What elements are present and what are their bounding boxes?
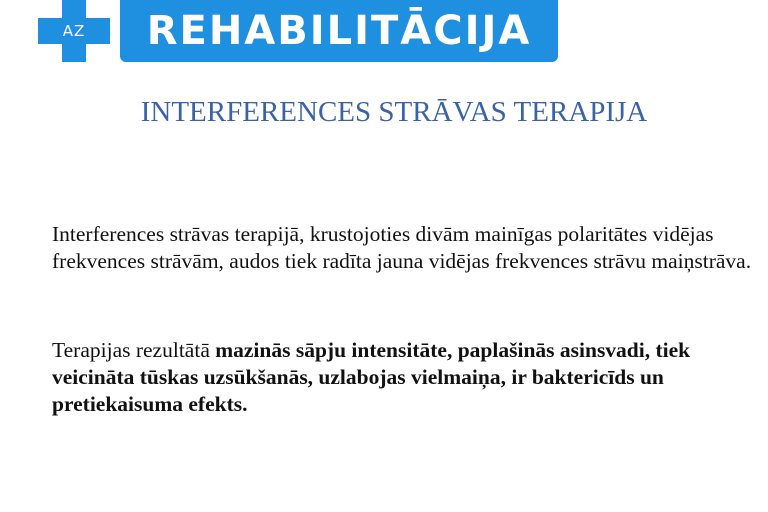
logo-banner — [120, 0, 558, 62]
logo-badge-text: AZ — [62, 22, 86, 40]
paragraph-results-prefix: Terapijas rezultātā — [52, 338, 216, 362]
brand-logo — [38, 0, 558, 64]
paragraph-results — [52, 337, 752, 418]
document-title: INTERFERENCES STRĀVAS TERAPIJA — [140, 96, 648, 128]
paragraph-results-bold: mazinās sāpju intensitāte, paplašinās asinsvadi, tiek veicināta tūskas uzsūkšanās, uzlabojas vielmaiņa, ir baktericīds un pretiekaisuma efekts. — [52, 338, 691, 416]
logo-banner-text: REHABILITĀCIJA — [146, 8, 532, 54]
medical-cross-icon — [38, 0, 110, 62]
paragraph-intro: Interferences strāvas terapijā, krustojoties divām mainīgas polaritātes vidējas frekvences strāvām, audos tiek radīta jauna vidējas frekvences strāvu maiņstrāva. — [52, 222, 752, 273]
